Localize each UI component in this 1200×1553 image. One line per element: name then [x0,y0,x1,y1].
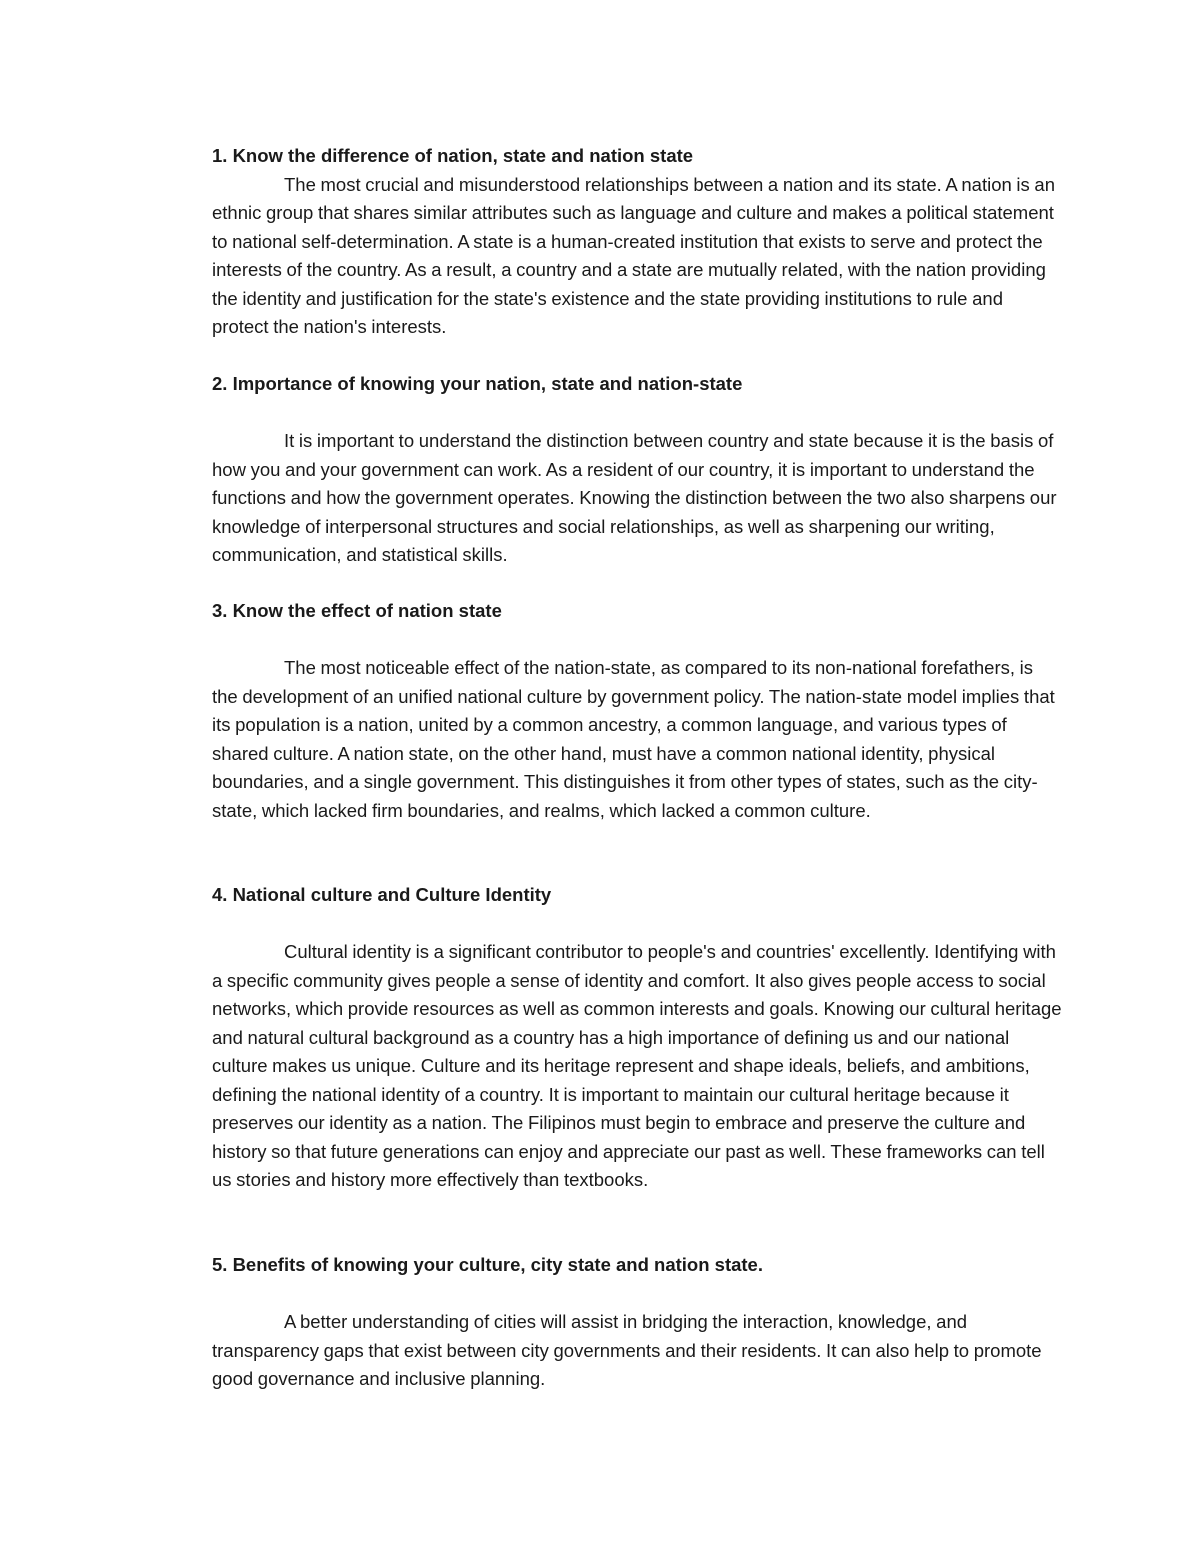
section-paragraph: Cultural identity is a significant contributor to people's and countries' excellently. Identifying with a specific community gives people a sense of identity and comfort. It also gives people access to social networks, which provide resources as well as common interests and goals. Knowing our cultural heritage and natural cultural background as a country has a high importance of defining us and our national culture makes us unique. Culture and its heritage represent and shape ideals, beliefs, and ambitions, defining the national identity of a country. It is important to maintain our cultural heritage because it preserves our identity as a nation. The Filipinos must begin to embrace and preserve the culture and history so that future generations can enjoy and appreciate our past as well. These frameworks can tell us stories and history more effectively than textbooks. [212,941,1062,1190]
section-heading: 1. Know the difference of nation, state and nation state [212,145,694,166]
section-5 [212,1251,1062,1394]
section-paragraph: It is important to understand the distinction between country and state because it is the basis of how you and your government can work. As a resident of our country, it is important to understand the functions and how the government operates. Knowing the distinction between the two also sharpens our knowledge of interpersonal structures and social relationships, as well as sharpening our writing, communication, and statistical skills. [212,430,1057,565]
section-4 [212,881,1062,1195]
section-3 [212,597,1062,825]
section-heading: 2. Importance of knowing your nation, state and nation-state [212,373,743,394]
section-paragraph: A better understanding of cities will assist in bridging the interaction, knowledge, and transparency gaps that exist between city governments and their residents. It can also help to promote good governance and inclusive planning. [212,1311,1042,1389]
section-heading: 3. Know the effect of nation state [212,600,502,621]
section-2 [212,370,1062,570]
section-heading: 4. National culture and Culture Identity [212,884,552,905]
section-paragraph: The most noticeable effect of the nation-state, as compared to its non-national forefathers, is the development of an unified national culture by government policy. The nation-state model implies that its population is a nation, united by a common ancestry, a common language, and various types of shared culture. A nation state, on the other hand, must have a common national identity, physical boundaries, and a single government. This distinguishes it from other types of states, such as the city-state, which lacked firm boundaries, and realms, which lacked a common culture. [212,657,1055,821]
section-paragraph: The most crucial and misunderstood relationships between a nation and its state. A nation is an ethnic group that shares similar attributes such as language and culture and makes a political statement to national self-determination. A state is a human-created institution that exists to serve and protect the interests of the country. As a result, a country and a state are mutually related, with the nation providing the identity and justification for the state's existence and the state providing institutions to rule and protect the nation's interests. [212,173,1055,337]
section-heading: 5. Benefits of knowing your culture, city state and nation state. [212,1254,763,1275]
section-1 [212,142,1062,342]
